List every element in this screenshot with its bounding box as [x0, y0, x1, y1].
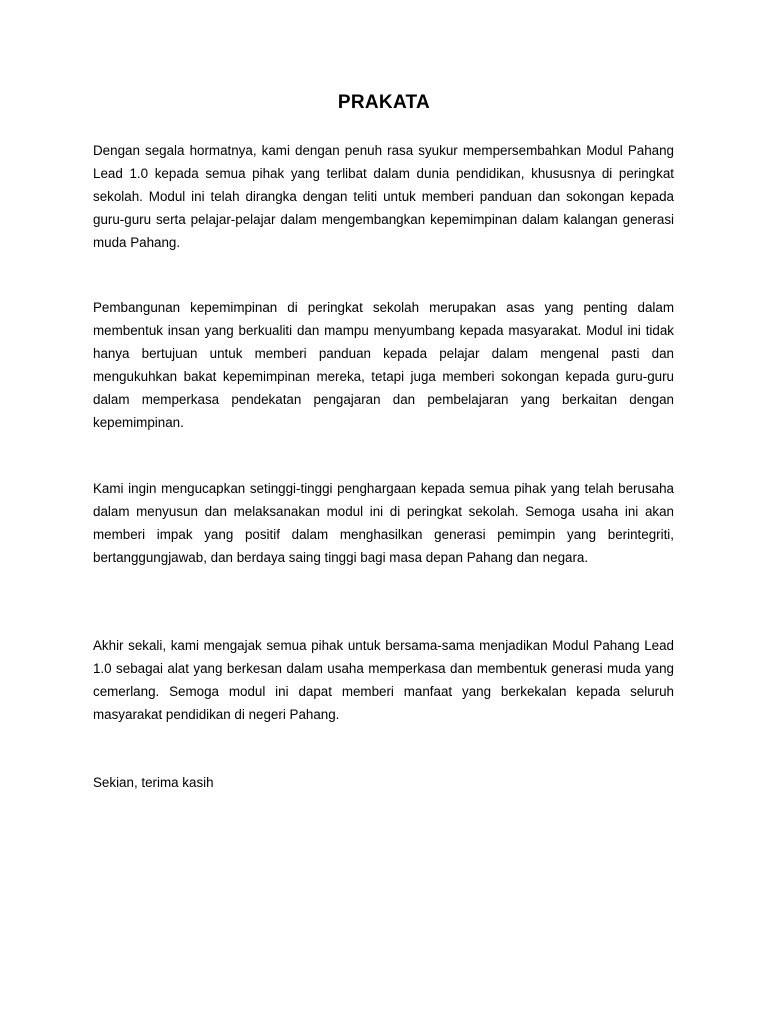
paragraph-4: Akhir sekali, kami mengajak semua pihak untuk bersama-sama menjadikan Modul Pahang Lead 1.0 sebagai alat yang berkesan dalam usaha memperkasa dan membentuk generasi muda yang cemerlang. Semoga modul ini dapat memberi manfaat yang berkekalan kepada seluruh masyarakat pendidikan di negeri Pahang. [93, 638, 674, 722]
paragraph-3: Kami ingin mengucapkan setinggi-tinggi penghargaan kepada semua pihak yang telah berusaha dalam menyusun dan melaksanakan modul ini di peringkat sekolah. Semoga usaha ini akan memberi impak yang positif dalam menghasilkan generasi pemimpin yang berintegriti, bertanggungjawab, dan berdaya saing tinggi bagi masa depan Pahang dan negara. [93, 481, 674, 565]
paragraph-2: Pembangunan kepemimpinan di peringkat sekolah merupakan asas yang penting dalam membentuk insan yang berkualiti dan mampu menyumbang kepada masyarakat. Modul ini tidak hanya bertujuan untuk memberi panduan kepada pelajar dalam mengenal pasti dan mengukuhkan bakat kepemimpinan mereka, tetapi juga memberi sokongan kepada guru-guru dalam memperkasa pendekatan pengajaran dan pembelajaran yang berkaitan dengan kepemimpinan. [93, 300, 674, 430]
page-title: PRAKATA [337, 92, 431, 113]
closing-text: Sekian, terima kasih [93, 775, 214, 790]
paragraph-1: Dengan segala hormatnya, kami dengan penuh rasa syukur mempersembahkan Modul Pahang Lead 1.0 kepada semua pihak yang terlibat dalam dunia pendidikan, khususnya di peringkat sekolah. Modul ini telah dirangka dengan teliti untuk memberi panduan dan sokongan kepada guru-guru serta pelajar-pelajar dalam mengembangkan kepemimpinan dalam kalangan generasi muda Pahang. [93, 143, 674, 250]
